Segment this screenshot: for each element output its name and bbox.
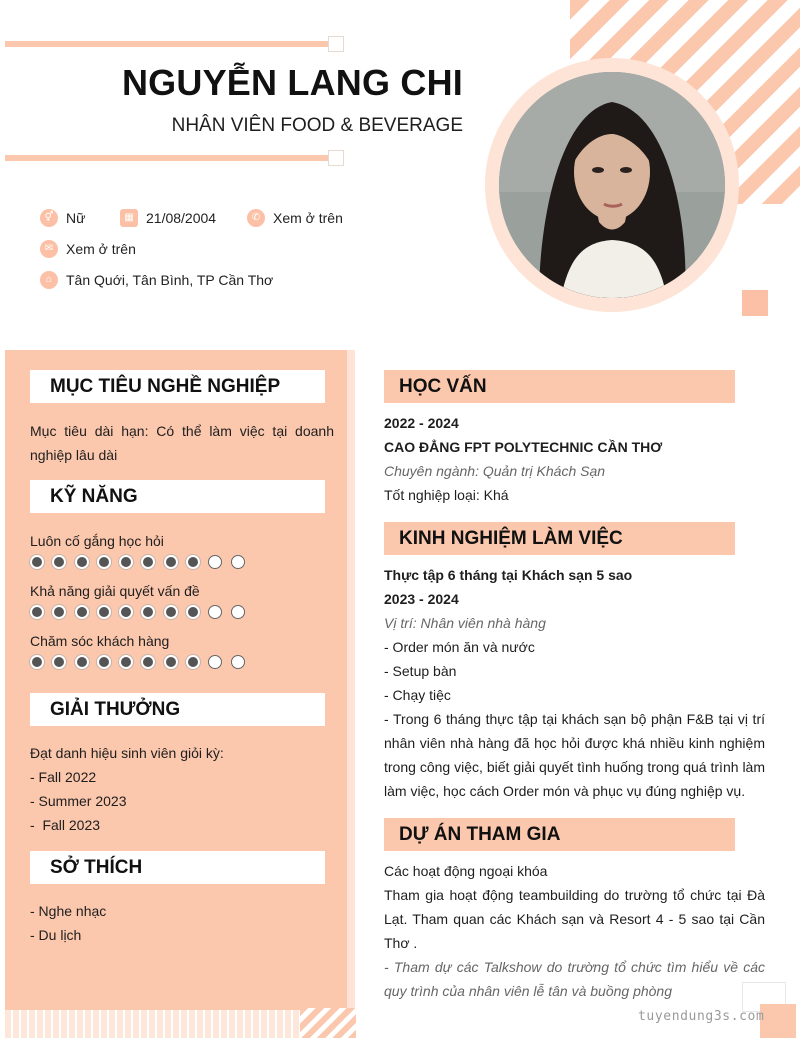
decorative-line-end bbox=[328, 36, 344, 52]
section-title-experience: KINH NGHIỆM LÀM VIỆC bbox=[384, 522, 735, 555]
phone-icon: ✆ bbox=[247, 209, 265, 227]
rating-dot-filled bbox=[164, 655, 178, 669]
rating-dot-filled bbox=[186, 555, 200, 569]
decorative-line-end bbox=[328, 150, 344, 166]
rating-dot-filled bbox=[75, 605, 89, 619]
experience-period: 2023 - 2024 bbox=[384, 591, 459, 607]
rating-dot-filled bbox=[119, 555, 133, 569]
education-period: 2022 - 2024 bbox=[384, 415, 459, 431]
experience-role: Thực tập 6 tháng tại Khách sạn 5 sao bbox=[384, 567, 633, 583]
skill-name: Khả năng giải quyết vấn đề bbox=[30, 583, 200, 599]
section-title-education: HỌC VẤN bbox=[384, 370, 735, 403]
avatar bbox=[499, 72, 725, 298]
rating-dot-empty bbox=[208, 655, 222, 669]
rating-dot-filled bbox=[30, 605, 44, 619]
calendar-icon: ▦ bbox=[120, 209, 138, 227]
contact-phone bbox=[247, 209, 343, 227]
email-icon: ✉ bbox=[40, 240, 58, 258]
gender-icon: ⚥ bbox=[40, 209, 58, 227]
skill-name: Luôn cố gắng học hỏi bbox=[30, 533, 164, 549]
contact-birthday bbox=[120, 209, 216, 227]
section-title-hobbies: SỞ THÍCH bbox=[30, 851, 325, 884]
rating-dot-filled bbox=[30, 555, 44, 569]
projects-note: - Tham dự các Talkshow do trường tổ chức tìm hiểu về các quy trình của nhân viên lễ tân và buồng phòng bbox=[384, 959, 765, 999]
contact-address-text: Tân Quới, Tân Bình, TP Cần Thơ bbox=[66, 272, 274, 288]
projects-subtitle: Các hoạt động ngoại khóa bbox=[384, 863, 548, 879]
rating-dot-empty bbox=[231, 655, 245, 669]
contact-email-text: Xem ở trên bbox=[66, 241, 136, 257]
watermark-text: tuyendung3s.com bbox=[638, 1009, 765, 1024]
contact-phone-text: Xem ở trên bbox=[273, 210, 343, 226]
rating-dot-filled bbox=[52, 555, 66, 569]
experience-task: - Order món ăn và nước bbox=[384, 639, 535, 655]
rating-dot-filled bbox=[186, 605, 200, 619]
decorative-line-top bbox=[5, 41, 325, 47]
rating-dot-filled bbox=[75, 555, 89, 569]
stripes-decoration-bottom bbox=[300, 1008, 356, 1038]
rating-dot-filled bbox=[141, 605, 155, 619]
skill-rating bbox=[30, 605, 253, 619]
award-line: - Fall 2023 bbox=[30, 817, 101, 833]
hobby-line: - Du lịch bbox=[30, 927, 82, 943]
rating-dot-filled bbox=[164, 605, 178, 619]
rating-dot-empty bbox=[231, 555, 245, 569]
rating-dot-empty bbox=[208, 605, 222, 619]
projects-text: Tham gia hoạt động teambuilding do trường tổ chức tại Đà Lạt. Tham quan các Khách sạn và Resort 4 - 5 sao tại Cần Thơ . bbox=[384, 887, 765, 951]
section-title-awards: GIẢI THƯỞNG bbox=[30, 693, 325, 726]
skill-rating bbox=[30, 655, 253, 669]
experience-summary: - Trong 6 tháng thực tập tại khách sạn bộ phận F&B tại vị trí nhân viên nhà hàng đã học hỏi được khá nhiều kinh nghiệm trong công việc, biết giải quyết tình huống trong quá trình làm làm việc, học cách Order món và phục vụ đúng nghiệp vụ. bbox=[384, 711, 765, 799]
section-title-skills: KỸ NĂNG bbox=[30, 480, 325, 513]
award-line: Đạt danh hiệu sinh viên giỏi kỳ: bbox=[30, 745, 224, 761]
rating-dot-empty bbox=[208, 555, 222, 569]
hobby-line: - Nghe nhạc bbox=[30, 903, 107, 919]
left-column-edge bbox=[347, 350, 355, 1010]
rating-dot-filled bbox=[97, 555, 111, 569]
rating-dot-filled bbox=[186, 655, 200, 669]
rating-dot-filled bbox=[75, 655, 89, 669]
decorative-square-bottom bbox=[760, 1004, 796, 1038]
avatar-photo bbox=[499, 72, 725, 298]
skill-name: Chăm sóc khách hàng bbox=[30, 633, 170, 649]
experience-position: Vị trí: Nhân viên nhà hàng bbox=[384, 615, 546, 631]
rating-dot-filled bbox=[97, 655, 111, 669]
education-school: CAO ĐẲNG FPT POLYTECHNIC CẦN THƠ bbox=[384, 439, 663, 455]
rating-dot-empty bbox=[231, 605, 245, 619]
rating-dot-filled bbox=[141, 555, 155, 569]
home-icon: ⌂ bbox=[40, 271, 58, 289]
decorative-square bbox=[742, 290, 768, 316]
experience-task: - Chạy tiệc bbox=[384, 687, 451, 703]
decorative-line-bottom bbox=[5, 155, 325, 161]
contact-address bbox=[40, 271, 273, 289]
education-grade: Tốt nghiệp loại: Khá bbox=[384, 487, 509, 503]
skill-rating bbox=[30, 555, 253, 569]
rating-dot-filled bbox=[141, 655, 155, 669]
award-line: - Summer 2023 bbox=[30, 793, 127, 809]
rating-dot-filled bbox=[30, 655, 44, 669]
section-title-projects: DỰ ÁN THAM GIA bbox=[384, 818, 735, 851]
rating-dot-filled bbox=[164, 555, 178, 569]
award-line: - Fall 2022 bbox=[30, 769, 97, 785]
job-title: NHÂN VIÊN FOOD & BEVERAGE bbox=[171, 115, 463, 136]
contact-birthday-text: 21/08/2004 bbox=[146, 210, 217, 226]
rating-dot-filled bbox=[97, 605, 111, 619]
contact-gender bbox=[40, 209, 85, 227]
contact-gender-text: Nữ bbox=[66, 210, 86, 226]
candidate-name: NGUYỄN LANG CHI bbox=[121, 62, 463, 103]
experience-task: - Setup bàn bbox=[384, 663, 457, 679]
rating-dot-filled bbox=[52, 605, 66, 619]
rating-dot-filled bbox=[119, 655, 133, 669]
section-title-career-goal: MỤC TIÊU NGHỀ NGHIỆP bbox=[30, 370, 325, 403]
career-goal-text: Mục tiêu dài hạn: Có thể làm việc tại doanh nghiệp lâu dài bbox=[30, 423, 334, 463]
rating-dot-filled bbox=[52, 655, 66, 669]
education-major: Chuyên ngành: Quản trị Khách Sạn bbox=[384, 463, 606, 479]
contact-email bbox=[40, 240, 136, 258]
rating-dot-filled bbox=[119, 605, 133, 619]
